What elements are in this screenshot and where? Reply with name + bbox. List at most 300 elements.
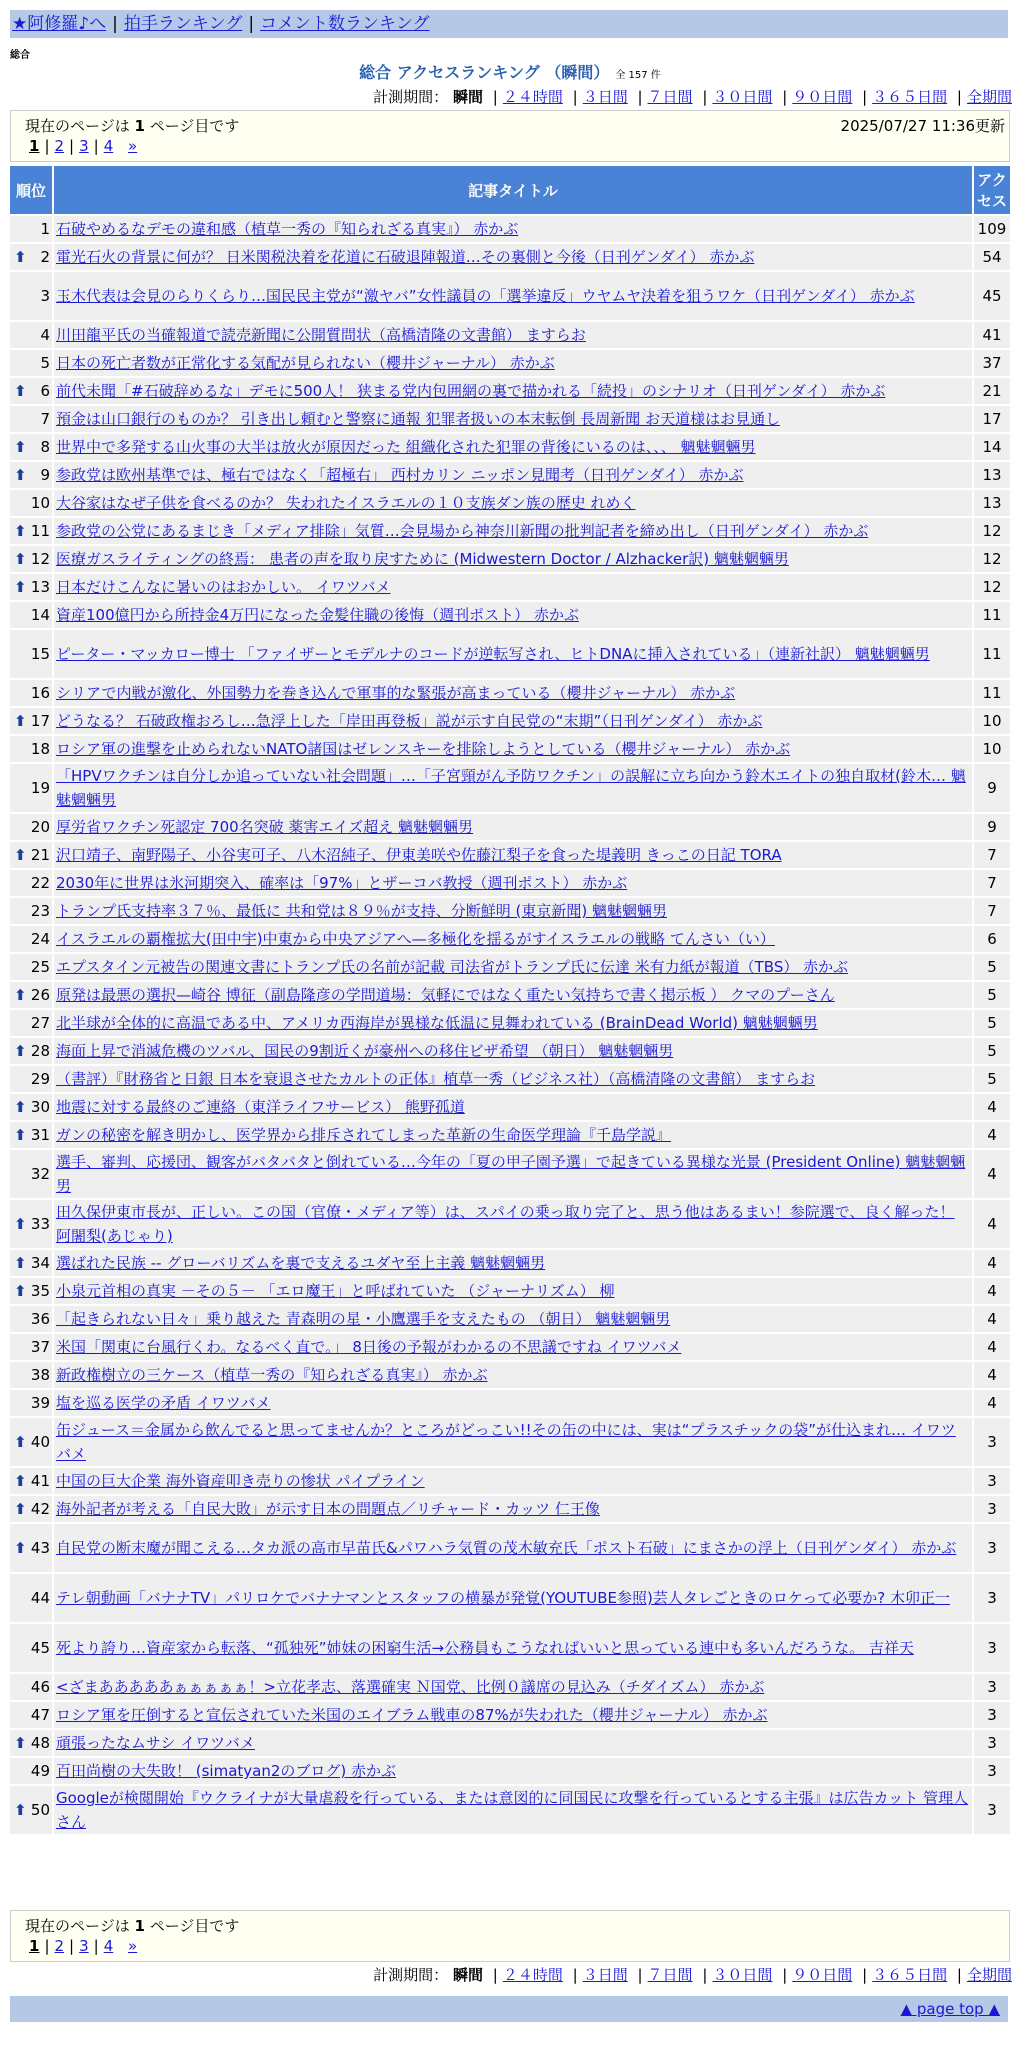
rank-number: 6	[40, 382, 50, 400]
article-title-link[interactable]: ガンの秘密を解き明かし、医学界から排斥されてしまった革新の生命医学理論『千島学説』	[56, 1126, 672, 1144]
rank-cell	[10, 1150, 52, 1198]
rank-cell	[10, 1524, 52, 1572]
title-cell	[54, 1758, 972, 1784]
title-cell	[54, 736, 972, 762]
article-title-link[interactable]: ロシア軍の進撃を止められないNATO諸国はゼレンスキーを排除しようとしている（櫻井ジャーナル） 赤かぶ	[56, 740, 791, 758]
title-cell	[54, 1306, 972, 1332]
article-title-link[interactable]: 北半球が全体的に高温である中、アメリカ西海岸が異様な低温に見舞われている (BrainDead World) 魑魅魍魎男	[56, 1014, 818, 1032]
table-row	[10, 350, 1010, 376]
rank-number: 3	[40, 287, 50, 305]
table-row	[10, 708, 1010, 734]
article-title-link[interactable]: トランプ氏支持率３７％、最低に 共和党は８９％が支持、分断鮮明 (東京新聞) 魑魅魍魎男	[56, 902, 668, 920]
table-row	[10, 434, 1010, 460]
rank-number: 17	[30, 712, 50, 730]
period-365d[interactable]: ３６５日間	[872, 1966, 948, 1984]
rank-number: 48	[30, 1734, 50, 1752]
rank-number: 46	[30, 1678, 50, 1696]
rank-number: 24	[30, 930, 50, 948]
rank-cell	[10, 736, 52, 762]
table-row	[10, 244, 1010, 270]
period-selector-bottom: 計測期間： 瞬間 | ２４時間 | ３日間 | ７日間 | ３０日間 | ９０日間 | ３６５日間 | 全期間	[373, 1966, 1012, 1984]
title-cell	[54, 1496, 972, 1522]
access-count: 11	[974, 680, 1010, 706]
rank-cell	[10, 1468, 52, 1494]
page-title-text: 総合 アクセスランキング （瞬間）	[359, 63, 610, 82]
period-all[interactable]: 全期間	[966, 1966, 1012, 1984]
access-count: 37	[974, 350, 1010, 376]
rank-number: 32	[30, 1165, 50, 1183]
period-current: 瞬間	[452, 1966, 483, 1984]
next-page-link[interactable]: »	[128, 1937, 138, 1955]
rank-number: 27	[30, 1014, 50, 1032]
nav-separator: |	[248, 14, 255, 34]
access-count: 12	[974, 518, 1010, 544]
up-arrow-icon: ⬆	[14, 986, 27, 1004]
table-row	[10, 1786, 1010, 1834]
rank-number: 10	[30, 494, 50, 512]
table-row	[10, 982, 1010, 1008]
article-title-link[interactable]: 塩を巡る医学の矛盾 イワツバメ	[56, 1394, 271, 1412]
up-arrow-icon: ⬆	[14, 466, 27, 484]
access-count: 45	[974, 272, 1010, 320]
up-arrow-icon: ⬆	[14, 248, 27, 266]
article-title-link[interactable]: ピーター・マッカロー博士 「ファイザーとモデルナのコードが逆転写され、ヒトDNAに挿入されている」（連新社訳） 魑魅魍魎男	[56, 645, 930, 663]
access-count: 109	[974, 216, 1010, 242]
rank-cell	[10, 1122, 52, 1148]
access-count: 5	[974, 1066, 1010, 1092]
rank-cell	[10, 1674, 52, 1700]
table-row	[10, 1468, 1010, 1494]
article-title-link[interactable]: 日本だけこんなに暑いのはおかしい。 イワツバメ	[56, 578, 391, 596]
period-365d[interactable]: ３６５日間	[872, 88, 948, 106]
table-row	[10, 406, 1010, 432]
rank-cell	[10, 1334, 52, 1360]
access-count: 3	[974, 1758, 1010, 1784]
table-row	[10, 736, 1010, 762]
rank-number: 41	[30, 1472, 50, 1490]
rank-number: 35	[30, 1282, 50, 1300]
title-cell	[54, 1334, 972, 1360]
rank-number: 23	[30, 902, 50, 920]
access-count: 21	[974, 378, 1010, 404]
period-7d[interactable]: ７日間	[647, 1966, 693, 1984]
table-row	[10, 926, 1010, 952]
rank-number: 50	[30, 1801, 50, 1819]
up-arrow-icon: ⬆	[14, 1433, 27, 1451]
article-title-link[interactable]: 前代未聞「#石破辞めるな」デモに500人！ 狭まる党内包囲網の裏で描かれる「続投」のシナリオ（日刊ゲンダイ） 赤かぶ	[56, 382, 886, 400]
up-arrow-icon: ⬆	[14, 712, 27, 730]
article-title-link[interactable]: テレ朝動画「バナナTV」パリロケでバナナマンとスタッフの横暴が発覚(YOUTUBE参照)芸人タレごときのロケって必要か? 木卯正一	[56, 1589, 951, 1607]
title-cell	[54, 954, 972, 980]
table-row	[10, 1122, 1010, 1148]
table-row	[10, 680, 1010, 706]
up-arrow-icon: ⬆	[14, 438, 27, 456]
rank-cell	[10, 378, 52, 404]
rank-number: 40	[30, 1433, 50, 1451]
access-count: 11	[974, 630, 1010, 678]
table-row	[10, 1418, 1010, 1466]
article-title-link[interactable]: 厚労省ワクチン死認定 700名突破 薬害エイズ超え 魑魅魍魎男	[56, 818, 474, 836]
rank-number: 8	[40, 438, 50, 456]
period-3d[interactable]: ３日間	[582, 1966, 628, 1984]
period-90d[interactable]: ９０日間	[792, 1966, 853, 1984]
article-title-link[interactable]: 選手、審判、応援団、観客がバタバタと倒れている…今年の「夏の甲子園予選」で起きている異様な光景 (President Online) 魑魅魍魎男	[56, 1153, 966, 1195]
rank-cell	[10, 244, 52, 270]
title-cell	[54, 1674, 972, 1700]
title-cell	[54, 1730, 972, 1756]
table-row	[10, 1758, 1010, 1784]
title-cell	[54, 216, 972, 242]
access-count: 14	[974, 434, 1010, 460]
up-arrow-icon: ⬆	[14, 578, 27, 596]
rank-cell	[10, 1200, 52, 1248]
period-all[interactable]: 全期間	[966, 88, 1012, 106]
up-arrow-icon: ⬆	[14, 1215, 27, 1233]
access-count: 12	[974, 574, 1010, 600]
access-count: 4	[974, 1122, 1010, 1148]
up-arrow-icon: ⬆	[14, 382, 27, 400]
article-title-link[interactable]: 大谷家はなぜ子供を食べるのか？ 失われたイスラエルの１０支族ダン族の歴史 れめく	[56, 494, 636, 512]
access-count: 41	[974, 322, 1010, 348]
article-title-link[interactable]: 原発は最悪の選択—崎谷 博征（副島隆彦の学問道場：気軽にではなく重たい気持ちで書く掲示板 ） クマのプーさん	[56, 986, 835, 1004]
article-title-link[interactable]: 死より誇り…資産家から転落、“孤独死”姉妹の困窮生活→公務員もこうなればいいと思っている連中も多いんだろうな。 吉祥天	[56, 1639, 914, 1657]
current-page-text: 現在のページは 1 ページ目です	[25, 1917, 240, 1935]
rank-cell	[10, 574, 52, 600]
article-title-link[interactable]: 海外記者が考える「自民大敗」が示す日本の問題点／リチャード・カッツ 仁王像	[56, 1500, 600, 1518]
table-row	[10, 898, 1010, 924]
table-row	[10, 870, 1010, 896]
rank-number: 13	[30, 578, 50, 596]
rank-cell	[10, 490, 52, 516]
title-cell	[54, 708, 972, 734]
article-title-link[interactable]: 田久保伊東市長が、正しい。この国（官僚・メディア等）は、スパイの乗っ取り完了と、思う他はあるまい！参院選で、良く解った！ 阿闍梨(あじゃり)	[56, 1203, 955, 1245]
period-3d[interactable]: ３日間	[582, 88, 628, 106]
period-30d[interactable]: ３０日間	[712, 1966, 773, 1984]
table-row	[10, 1496, 1010, 1522]
page-1-current: 1	[29, 137, 40, 155]
rank-cell	[10, 216, 52, 242]
rank-cell	[10, 926, 52, 952]
access-count: 3	[974, 1496, 1010, 1522]
rank-number: 7	[40, 410, 50, 428]
page-2-link[interactable]: 2	[54, 137, 65, 155]
rank-number: 38	[30, 1366, 50, 1384]
up-arrow-icon: ⬆	[14, 1539, 27, 1557]
article-title-link[interactable]: 自民党の断末魔が聞こえる…タカ派の高市早苗氏&パワハラ気質の茂木敏充氏「ポスト石破」にまさかの浮上（日刊ゲンダイ） 赤かぶ	[56, 1539, 957, 1557]
access-count: 7	[974, 870, 1010, 896]
up-arrow-icon: ⬆	[14, 1472, 27, 1490]
table-row	[10, 1730, 1010, 1756]
article-title-link[interactable]: 預金は山口銀行のものか？ 引き出し頼むと警察に通報 犯罪者扱いの本末転倒 長周新聞 お天道様はお見通し	[56, 410, 781, 428]
access-count: 4	[974, 1390, 1010, 1416]
rank-cell	[10, 630, 52, 678]
page-2-link[interactable]: 2	[54, 1937, 65, 1955]
rank-number: 12	[30, 550, 50, 568]
rank-cell	[10, 546, 52, 572]
page-3-link[interactable]: 3	[79, 137, 89, 155]
article-title-link[interactable]: 玉木代表は会見のらりくらり…国民民主党が“激ヤバ”女性議員の「選挙違反」ウヤムヤ決着を狙うワケ（日刊ゲンダイ） 赤かぶ	[56, 287, 915, 305]
period-30d[interactable]: ３０日間	[712, 88, 773, 106]
rank-number: 19	[30, 779, 50, 797]
table-row	[10, 1150, 1010, 1198]
period-24h[interactable]: ２４時間	[502, 1966, 563, 1984]
table-row	[10, 1334, 1010, 1360]
page-links: 1 | 2 | 3 | 4 »	[29, 1937, 138, 1955]
up-arrow-icon: ⬆	[14, 1042, 27, 1060]
access-count: 3	[974, 1418, 1010, 1466]
title-cell	[54, 1468, 972, 1494]
access-count: 3	[974, 1730, 1010, 1756]
table-row	[10, 1674, 1010, 1700]
article-title-link[interactable]: <ざまあああああぁぁぁぁぁ！>立花孝志、落選確実 Ｎ国党、比例０議席の見込み（チダイズム） 赤かぶ	[56, 1678, 765, 1696]
title-cell	[54, 518, 972, 544]
up-arrow-icon: ⬆	[14, 1098, 27, 1116]
rank-number: 16	[30, 684, 50, 702]
table-row	[10, 462, 1010, 488]
rank-number: 4	[40, 326, 50, 344]
article-title-link[interactable]: （書評）『財務省と日銀 日本を衰退させたカルトの正体』植草一秀（ビジネス社）（高橋清隆の文書館） ますらお	[56, 1070, 816, 1088]
rank-cell	[10, 1278, 52, 1304]
title-cell	[54, 1574, 972, 1622]
up-arrow-icon: ⬆	[14, 522, 27, 540]
rank-cell	[10, 462, 52, 488]
page-title	[0, 60, 1020, 83]
rank-cell	[10, 1702, 52, 1728]
article-title-link[interactable]: 電光石火の背景に何が？ 日米関税決着を花道に石破退陣報道…その裏側と今後（日刊ゲンダイ） 赤かぶ	[56, 248, 755, 266]
table-row	[10, 546, 1010, 572]
article-title-link[interactable]: 世界中で多発する山火事の大半は放火が原因だった 組織化された犯罪の背後にいるのは、、、 魑魅魍魎男	[56, 438, 756, 456]
table-row	[10, 216, 1010, 242]
up-arrow-icon: ⬆	[14, 1734, 27, 1752]
article-title-link[interactable]: 地震に対する最終のご連絡（東洋ライフサービス） 熊野孤道	[56, 1098, 465, 1116]
table-row	[10, 814, 1010, 840]
rank-cell	[10, 434, 52, 460]
table-row	[10, 272, 1010, 320]
rank-cell	[10, 1496, 52, 1522]
title-cell	[54, 870, 972, 896]
rank-number: 45	[30, 1639, 50, 1657]
rank-cell	[10, 1010, 52, 1036]
title-cell	[54, 1278, 972, 1304]
rank-cell	[10, 1390, 52, 1416]
pager-bottom	[10, 1910, 1010, 1962]
rank-number: 28	[30, 1042, 50, 1060]
access-count: 11	[974, 602, 1010, 628]
table-row	[10, 954, 1010, 980]
article-title-link[interactable]: 中国の巨大企業 海外資産叩き売りの惨状 パイプライン	[56, 1472, 425, 1490]
access-count: 4	[974, 1150, 1010, 1198]
table-row	[10, 322, 1010, 348]
rank-number: 31	[30, 1126, 50, 1144]
access-count: 10	[974, 736, 1010, 762]
article-title-link[interactable]: イスラエルの覇権拡大(田中宇)中東から中央アジアへ—多極化を揺るがすイスラエルの戦略 てんさい（い）	[56, 930, 775, 948]
access-count: 6	[974, 926, 1010, 952]
rank-number: 11	[30, 522, 50, 540]
access-count: 4	[974, 1200, 1010, 1248]
title-cell	[54, 630, 972, 678]
ranking-table	[8, 164, 1012, 1836]
article-title-link[interactable]: エプスタイン元被告の関連文書にトランプ氏の名前が記載 司法省がトランプ氏に伝達 米有力紙が報道（TBS） 赤かぶ	[56, 958, 849, 976]
next-page-link[interactable]: »	[128, 137, 138, 155]
period-current: 瞬間	[452, 88, 483, 106]
access-count: 3	[974, 1574, 1010, 1622]
title-cell	[54, 490, 972, 516]
article-title-link[interactable]: 参政党の公党にあるまじき「メディア排除」気質…会見場から神奈川新聞の批判記者を締め出し（日刊ゲンダイ） 赤かぶ	[56, 522, 869, 540]
article-title-link[interactable]: ロシア軍を圧倒すると宣伝されていた米国のエイブラム戦車の87%が失われた（櫻井ジャーナル） 赤かぶ	[56, 1706, 768, 1724]
title-cell	[54, 546, 972, 572]
access-count: 7	[974, 842, 1010, 868]
article-title-link[interactable]: 川田龍平氏の当確報道で読売新聞に公開質問状（高橋清隆の文書館） ますらお	[56, 326, 586, 344]
title-cell	[54, 1702, 972, 1728]
title-cell	[54, 378, 972, 404]
clap-ranking-link[interactable]: 拍手ランキング	[123, 14, 243, 34]
article-title-link[interactable]: 小泉元首相の真実 －その５－ 「エロ魔王」と呼ばれていた （ジャーナリズム） 柳	[56, 1282, 615, 1300]
access-count: 54	[974, 244, 1010, 270]
article-title-link[interactable]: 2030年に世界は氷河期突入、確率は「97%」とザーコバ教授（週刊ポスト） 赤かぶ	[56, 874, 628, 892]
access-count: 13	[974, 490, 1010, 516]
article-title-link[interactable]: Googleが検閲開始『ウクライナが大量虐殺を行っている、または意図的に同国民に攻撃を行っているとする主張』は広告カット 管理人さん	[56, 1789, 969, 1831]
category-tag: 総合	[10, 50, 30, 61]
up-arrow-icon: ⬆	[14, 1500, 27, 1518]
table-row	[10, 1038, 1010, 1064]
table-row	[10, 1278, 1010, 1304]
rank-number: 25	[30, 958, 50, 976]
rank-cell	[10, 814, 52, 840]
comment-ranking-link[interactable]: コメント数ランキング	[260, 14, 430, 34]
article-title-link[interactable]: 米国「関東に台風行くわ。なるべく直で。」 8日後の予報がわかるの不思議ですね イワツバメ	[56, 1338, 682, 1356]
page-3-link[interactable]: 3	[79, 1937, 89, 1955]
article-title-link[interactable]: 「HPVワクチンは自分しか追っていない社会問題」…「子宮頸がん予防ワクチン」の誤解に立ち向かう鈴木エイトの独自取材(鈴木… 魑魅魍魎男	[56, 767, 966, 809]
rank-number: 29	[30, 1070, 50, 1088]
title-cell	[54, 1418, 972, 1466]
rank-number: 15	[30, 645, 50, 663]
period-90d[interactable]: ９０日間	[792, 88, 853, 106]
title-cell	[54, 898, 972, 924]
rank-number: 18	[30, 740, 50, 758]
article-title-link[interactable]: 石破やめるなデモの違和感（植草一秀の『知られざる真実』） 赤かぶ	[56, 220, 519, 238]
access-count: 10	[974, 708, 1010, 734]
article-title-link[interactable]: 日本の死亡者数が正常化する気配が見られない（櫻井ジャーナル） 赤かぶ	[56, 354, 555, 372]
nav-separator: |	[112, 14, 118, 34]
rank-number: 22	[30, 874, 50, 892]
title-cell	[54, 814, 972, 840]
table-row	[10, 1066, 1010, 1092]
page-top-link[interactable]: ▲ page top ▲	[900, 2000, 1000, 2018]
rank-cell	[10, 764, 52, 812]
rank-cell	[10, 1574, 52, 1622]
table-row	[10, 1574, 1010, 1622]
access-count: 13	[974, 462, 1010, 488]
rank-cell	[10, 1786, 52, 1834]
period-24h[interactable]: ２４時間	[502, 88, 563, 106]
rank-cell	[10, 870, 52, 896]
table-row	[10, 1362, 1010, 1388]
article-title-link[interactable]: 缶ジュース＝金属から飲んでると思ってませんか？ところがどっこい!!その缶の中には、実は“プラスチックの袋”が仕込まれ… イワツバメ	[56, 1421, 956, 1463]
table-row	[10, 1624, 1010, 1672]
rank-number: 14	[30, 606, 50, 624]
article-title-link[interactable]: 「起きられない日々」乗り越えた 青森明の星・小鷹選手を支えたもの （朝日） 魑魅魍魎男	[56, 1310, 671, 1328]
period-7d[interactable]: ７日間	[647, 88, 693, 106]
page-4-link[interactable]: 4	[103, 137, 114, 155]
access-count: 7	[974, 898, 1010, 924]
article-title-link[interactable]: 選ばれた民族 -- グローバリズムを裏で支えるユダヤ至上主義 魑魅魍魎男	[56, 1254, 546, 1272]
table-row	[10, 1010, 1010, 1036]
article-title-link[interactable]: 参政党は欧州基準では、極右ではなく「超極右」 西村カリン ニッポン見聞考（日刊ゲンダイ） 赤かぶ	[56, 466, 744, 484]
access-count: 9	[974, 764, 1010, 812]
title-cell	[54, 1250, 972, 1276]
title-cell	[54, 764, 972, 812]
rank-number: 42	[30, 1500, 50, 1518]
access-count: 5	[974, 954, 1010, 980]
article-title-link[interactable]: 沢口靖子、南野陽子、小谷実可子、八木沼純子、伊東美咲や佐藤江梨子を食った堤義明 きっこの日記 TORA	[56, 846, 782, 864]
access-count: 3	[974, 1674, 1010, 1700]
home-link[interactable]: ★阿修羅♪へ	[12, 14, 107, 34]
table-row	[10, 602, 1010, 628]
rank-number: 36	[30, 1310, 50, 1328]
article-title-link[interactable]: シリアで内戦が激化、外国勢力を巻き込んで軍事的な緊張が高まっている（櫻井ジャーナル） 赤かぶ	[56, 684, 736, 702]
article-title-link[interactable]: 資産100億円から所持金4万円になった金髪住職の後悔（週刊ポスト） 赤かぶ	[56, 606, 579, 624]
access-count: 4	[974, 1334, 1010, 1360]
access-count: 3	[974, 1468, 1010, 1494]
title-cell	[54, 842, 972, 868]
top-nav	[10, 10, 1008, 38]
title-cell	[54, 926, 972, 952]
article-title-link[interactable]: 医療ガスライティングの終焉： 患者の声を取り戻すために (Midwestern Doctor / Alzhacker訳) 魑魅魍魎男	[56, 550, 789, 568]
updated-timestamp: 2025/07/27 11:36更新	[840, 117, 1005, 135]
table-row	[10, 518, 1010, 544]
page-links: 1 | 2 | 3 | 4 »	[29, 137, 138, 155]
rank-cell	[10, 1362, 52, 1388]
rank-number: 21	[30, 846, 50, 864]
article-title-link[interactable]: 百田尚樹の大失敗！ (simatyan2のブログ) 赤かぶ	[56, 1762, 397, 1780]
article-title-link[interactable]: 新政権樹立の三ケース（植草一秀の『知られざる真実』） 赤かぶ	[56, 1366, 488, 1384]
article-title-link[interactable]: どうなる？ 石破政権おろし…急浮上した「岸田再登板」説が示す自民党の“末期”（日刊ゲンダイ） 赤かぶ	[56, 712, 763, 730]
access-count: 3	[974, 1524, 1010, 1572]
rank-number: 34	[30, 1254, 50, 1272]
rank-cell	[10, 1758, 52, 1784]
table-row	[10, 1094, 1010, 1120]
table-row	[10, 378, 1010, 404]
title-cell	[54, 574, 972, 600]
access-count: 9	[974, 814, 1010, 840]
access-count: 5	[974, 1038, 1010, 1064]
access-count: 3	[974, 1702, 1010, 1728]
up-arrow-icon: ⬆	[14, 1282, 27, 1300]
title-cell	[54, 322, 972, 348]
current-page-text: 現在のページは 1 ページ目です	[25, 117, 240, 135]
rank-cell	[10, 680, 52, 706]
period-selector-top: 計測期間： 瞬間 | ２４時間 | ３日間 | ７日間 | ３０日間 | ９０日間 | ３６５日間 | 全期間	[373, 88, 1012, 106]
rank-number: 2	[40, 248, 50, 266]
rank-number: 44	[30, 1589, 50, 1607]
title-cell	[54, 272, 972, 320]
title-cell	[54, 982, 972, 1008]
article-title-link[interactable]: 海面上昇で消滅危機のツバル、国民の9割近くが豪州への移住ビザ希望 （朝日） 魑魅魍魎男	[56, 1042, 674, 1060]
article-title-link[interactable]: 頑張ったなムサシ イワツバメ	[56, 1734, 255, 1752]
col-title-header: 記事タイトル	[54, 166, 972, 214]
title-cell	[54, 680, 972, 706]
title-cell	[54, 602, 972, 628]
rank-number: 26	[30, 986, 50, 1004]
ranking-body	[10, 216, 1010, 1834]
title-cell	[54, 1786, 972, 1834]
access-count: 4	[974, 1094, 1010, 1120]
rank-number: 33	[30, 1215, 50, 1233]
title-cell	[54, 244, 972, 270]
rank-cell	[10, 1094, 52, 1120]
title-cell	[54, 1150, 972, 1198]
page-4-link[interactable]: 4	[103, 1937, 114, 1955]
